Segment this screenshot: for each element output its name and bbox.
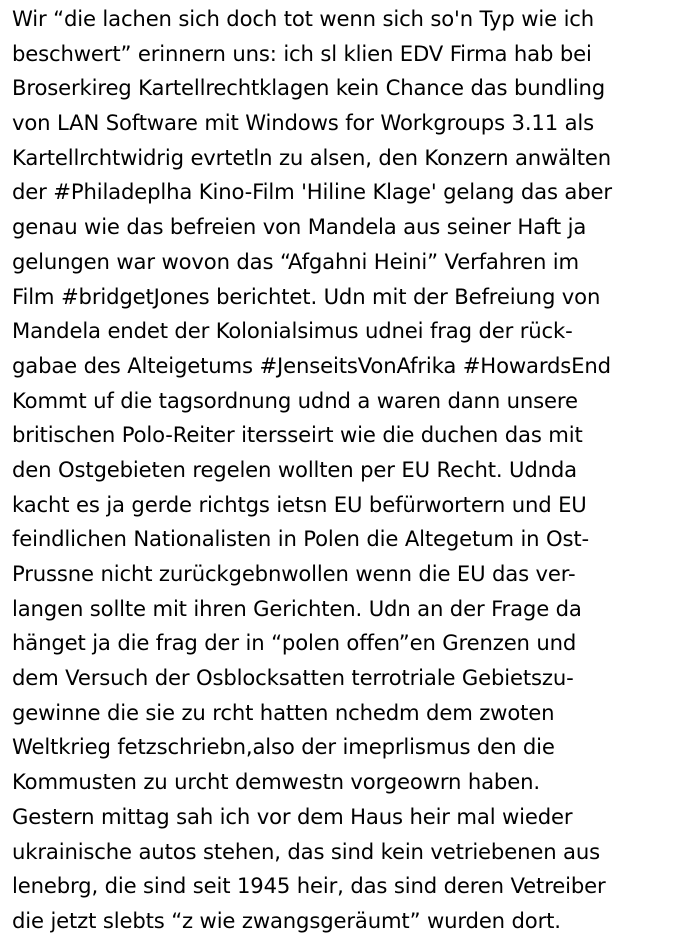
text-line: Gestern mittag sah ich vor dem Haus heir mal wieder bbox=[12, 803, 573, 829]
text-line: dem Versuch der Osblocksatten terrotriale Gebietszu- bbox=[12, 665, 574, 691]
text-line: Kartellrchtwidrig evrtetln zu alsen, den Konzern anwälten bbox=[12, 144, 611, 170]
text-line: Film #bridgetJones berichtet. Udn mit der Befreiung von bbox=[12, 283, 601, 309]
text-line: Mandela endet der Kolonialsimus udnei frag der rück- bbox=[12, 318, 573, 344]
text-line: gewinne die sie zu rcht hatten nchedm dem zwoten bbox=[12, 699, 555, 725]
text-line: Kommt uf die tagsordnung udnd a waren dann unsere bbox=[12, 387, 578, 413]
text-line: gelungen war wovon das “Afgahni Heini” Verfahren im bbox=[12, 248, 579, 274]
text-line: Wir “die lachen sich doch tot wenn sich so'n Typ wie ich bbox=[12, 6, 595, 31]
text-line: Kommusten zu urcht demwestn vorgeowrn haben. bbox=[12, 769, 540, 795]
text-line: den Ostgebieten regelen wollten per EU Recht. Udnda bbox=[12, 456, 577, 482]
text-line: gabae des Alteigetums #JenseitsVonAfrika #HowardsEnd bbox=[12, 352, 611, 378]
text-line: Broserkireg Kartellrechtklagen kein Chance das bundling bbox=[12, 75, 606, 101]
text-line: beschwert” erinnern uns: ich sl klien EDV Firma hab bei bbox=[12, 40, 592, 66]
body-paragraph bbox=[12, 2, 680, 939]
text-line: langen sollte mit ihren Gerichten. Udn an der Frage da bbox=[12, 595, 582, 621]
text-line: Weltkrieg fetzschriebn,also der imeprlismus den die bbox=[12, 734, 555, 760]
text-line: Prussne nicht zurückgebnwollen wenn die EU das ver- bbox=[12, 561, 576, 586]
text-line: ukrainische autos stehen, das sind kein vetriebenen aus bbox=[12, 838, 600, 864]
text-line: britischen Polo-Reiter itersseirt wie die duchen das mit bbox=[12, 422, 583, 448]
text-line: von LAN Software mit Windows for Workgroups 3.11 als bbox=[12, 110, 595, 136]
text-line: genau wie das befreien von Mandela aus seiner Haft ja bbox=[12, 214, 587, 240]
text-line: der #Philadeplha Kino-Film 'Hiline Klage' gelang das aber bbox=[12, 179, 612, 205]
text-line: lenebrg, die sind seit 1945 heir, das sind deren Vetreiber bbox=[12, 873, 606, 899]
text-line: hänget ja die frag der in “polen offen”en Grenzen und bbox=[12, 630, 577, 656]
text-line: die jetzt slebts “z wie zwangsgeräumt” wurden dort. bbox=[12, 907, 561, 933]
text-line: kacht es ja gerde richtgs ietsn EU befürwortern und EU bbox=[12, 491, 587, 517]
text-line: feindlichen Nationalisten in Polen die Altegetum in Ost- bbox=[12, 526, 590, 552]
